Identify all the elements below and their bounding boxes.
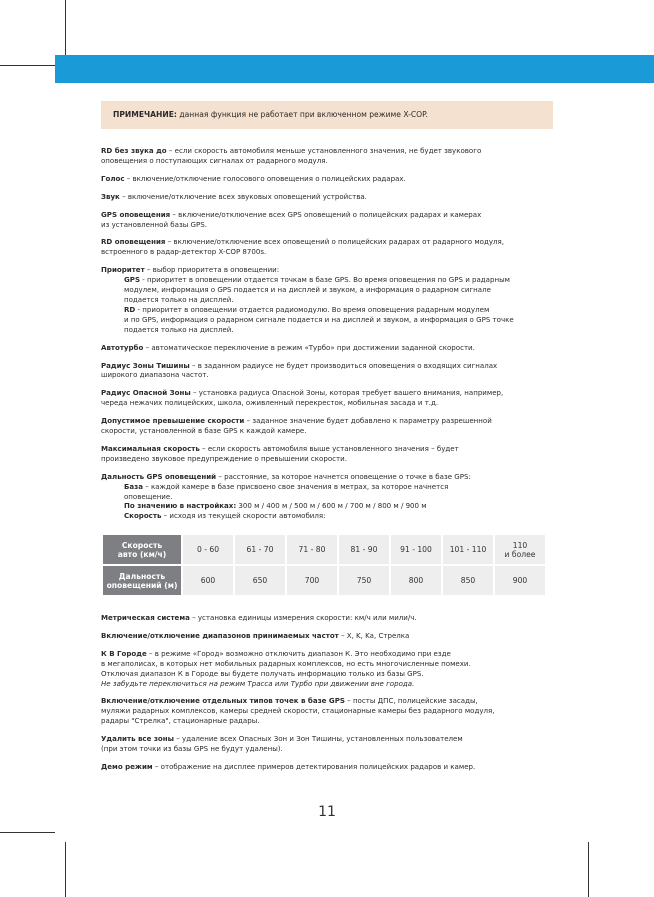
term: Удалить все зоны bbox=[101, 734, 175, 744]
text: - приоритет в оповещении отдается радиомодулю. Во время оповещения радарным модулем bbox=[135, 304, 490, 314]
note-box bbox=[101, 101, 553, 129]
term: Максимальная скорость bbox=[101, 443, 200, 453]
page-number: 11 bbox=[318, 804, 336, 820]
term: RD оповещения bbox=[101, 237, 166, 247]
crop-mark bbox=[0, 65, 55, 66]
text: встроенного в радар-детектор X-COP 8700s. bbox=[101, 247, 267, 257]
text: – посты ДПС, полицейские засады, bbox=[344, 696, 478, 706]
table-cell: 850 bbox=[443, 566, 493, 595]
setting-voice bbox=[101, 174, 579, 184]
text: в мегаполисах, в которых нет мобильных радарных комплексов, но есть многочисленные помехи. bbox=[101, 658, 471, 668]
table-cell: 110 и более bbox=[495, 535, 545, 564]
setting-gps-alerts bbox=[101, 210, 579, 230]
setting-danger-zone-radius bbox=[101, 388, 579, 408]
text: широкого диапазона частот. bbox=[101, 370, 209, 380]
term: Метрическая система bbox=[101, 613, 190, 622]
term: Включение/отключение отдельных типов точек в базе GPS bbox=[101, 696, 345, 706]
text: подается только на дисплей. bbox=[124, 324, 234, 334]
table-cell: 750 bbox=[339, 566, 389, 595]
settings-descriptions bbox=[101, 146, 579, 529]
table-cell: 101 - 110 bbox=[443, 535, 493, 564]
term: Приоритет bbox=[101, 265, 145, 275]
text: – автоматическое переключение в режим «Турбо» при достижении заданной скорости. bbox=[143, 342, 475, 352]
setting-priority bbox=[101, 265, 579, 334]
term: Скорость bbox=[124, 511, 162, 521]
setting-delete-zones bbox=[101, 734, 579, 754]
table-row bbox=[103, 535, 545, 564]
row-header-distance: Дальность оповещений (м) bbox=[103, 566, 181, 595]
text: – расстояние, за которое начнется оповещение о точке в базе GPS: bbox=[216, 471, 471, 481]
crop-mark bbox=[65, 0, 66, 55]
table-row bbox=[103, 566, 545, 595]
text: скорости, установленной в базе GPS к каждой камере. bbox=[101, 426, 307, 436]
setting-rd-alerts bbox=[101, 237, 579, 257]
table-cell: 71 - 80 bbox=[287, 535, 337, 564]
text: муляжи радарных комплексов, камеры средней скорости, стационарные камеры без радарного модуля, bbox=[101, 706, 495, 716]
text: - приоритет в оповещении отдается точкам в базе GPS. Во время оповещения по GPS и радарным bbox=[140, 275, 510, 285]
text: – выбор приоритета в оповещении: bbox=[144, 265, 280, 275]
table-cell: 81 - 90 bbox=[339, 535, 389, 564]
text: – если скорость автомобиля выше установленного значения – будет bbox=[199, 443, 459, 453]
note-label: ПРИМЕЧАНИЕ: bbox=[113, 110, 177, 119]
table-cell: 800 bbox=[391, 566, 441, 595]
text: – удаление всех Опасных Зон и Зон Тишины, установленных пользователем bbox=[174, 734, 463, 744]
setting-gps-range bbox=[101, 472, 579, 522]
text: – каждой камере в базе присвоено свое значения в метрах, за которое начнется bbox=[142, 481, 449, 491]
table-cell: 900 bbox=[495, 566, 545, 595]
text: – исходя из текущей скорости автомобиля: bbox=[161, 511, 326, 521]
crop-mark bbox=[0, 832, 55, 833]
term: Включение/отключение диапазонов принимаемых частот bbox=[101, 630, 339, 640]
setting-gps-point-types bbox=[101, 696, 579, 726]
term: Допустимое превышение скорости bbox=[101, 416, 245, 426]
text: произведено звуковое предупреждение о превышении скорости. bbox=[101, 453, 347, 463]
term: RD без звука до bbox=[101, 146, 167, 155]
text: оповещение. bbox=[124, 491, 173, 501]
table-cell: 91 - 100 bbox=[391, 535, 441, 564]
text: – включение/отключение голосового оповещения о полицейских радарах. bbox=[124, 173, 406, 183]
crop-mark bbox=[65, 842, 66, 897]
term: Дальность GPS оповещений bbox=[101, 471, 217, 481]
text: – заданное значение будет добавлено к параметру разрешенной bbox=[244, 416, 492, 426]
term: К В Городе bbox=[101, 648, 147, 658]
setting-sound bbox=[101, 192, 579, 202]
text: из установленной базы GPS. bbox=[101, 219, 207, 229]
setting-k-city bbox=[101, 649, 579, 689]
term: RD bbox=[124, 304, 136, 314]
text: – в режиме «Город» возможно отключить диапазон К. Это необходимо при езде bbox=[146, 648, 451, 658]
text: Отключая диапазон К в Городе вы будете получать информацию только из базы GPS. bbox=[101, 668, 424, 678]
table-cell: 0 - 60 bbox=[183, 535, 233, 564]
text: – установка радиуса Опасной Зоны, которая требует вашего внимания, например, bbox=[190, 388, 504, 398]
text: и по GPS, информация о радарном сигнале подается и на дисплей и звуком, а информация о GPS точке bbox=[124, 314, 514, 324]
text: – в заданном радиусе не будет производиться оповещения о входящих сигналах bbox=[189, 360, 498, 370]
text: – если скорость автомобиля меньше установленного значения, не будет звукового bbox=[166, 146, 482, 155]
text: – включение/отключение всех оповещений о полицейских радарах от радарного модуля, bbox=[165, 237, 505, 247]
text: Не забудьте переключиться на режим Трасса или Турбо при движении вне города. bbox=[101, 678, 415, 688]
term: Автотурбо bbox=[101, 342, 144, 352]
setting-bands bbox=[101, 631, 579, 641]
term: Радиус Зоны Тишины bbox=[101, 360, 190, 370]
text: – отображение на дисплее примеров детектирования полицейских радаров и камер. bbox=[152, 761, 476, 771]
setting-rd-mute bbox=[101, 146, 579, 166]
setting-metric bbox=[101, 613, 579, 623]
setting-quiet-zone-radius bbox=[101, 361, 579, 381]
table-cell: 600 bbox=[183, 566, 233, 595]
settings-descriptions-2 bbox=[101, 613, 579, 780]
setting-max-speed bbox=[101, 444, 579, 464]
text: подается только на дисплей. bbox=[124, 294, 234, 304]
speed-range-table bbox=[101, 533, 547, 597]
table-cell: 700 bbox=[287, 566, 337, 595]
setting-demo bbox=[101, 762, 579, 772]
text: – включение/отключение всех GPS оповещений о полицейских радарах и камерах bbox=[170, 209, 482, 219]
text: оповещения о поступающих сигналах от радарного модуля. bbox=[101, 155, 328, 165]
term: Голос bbox=[101, 173, 125, 183]
note-text: данная функция не работает при включенном режиме X-COP. bbox=[176, 110, 428, 119]
term: Звук bbox=[101, 191, 120, 201]
row-header-speed: Скорость авто (км/ч) bbox=[103, 535, 181, 564]
term: GPS оповещения bbox=[101, 209, 171, 219]
term: По значению в настройках: bbox=[124, 501, 237, 511]
term: Радиус Опасной Зоны bbox=[101, 388, 191, 398]
term: База bbox=[124, 481, 143, 491]
setting-autoturbo bbox=[101, 343, 579, 353]
term: Демо режим bbox=[101, 761, 153, 771]
text: – включение/отключение всех звуковых оповещений устройства. bbox=[119, 191, 367, 201]
text: радары "Стрелка", стационарные радары. bbox=[101, 716, 260, 726]
text: череда нежачих полицейских, школа, оживленный перекресток, мобильная засада и т.д. bbox=[101, 398, 439, 408]
text: 300 м / 400 м / 500 м / 600 м / 700 м / 800 м / 900 м bbox=[236, 501, 427, 511]
crop-mark bbox=[588, 842, 589, 897]
term: GPS bbox=[124, 275, 141, 285]
text: (при этом точки из базы GPS не будут удалены). bbox=[101, 744, 283, 754]
table-cell: 61 - 70 bbox=[235, 535, 285, 564]
table-cell: 650 bbox=[235, 566, 285, 595]
text: – X, K, Ka, Стрелка bbox=[338, 630, 410, 640]
setting-speed-tolerance bbox=[101, 416, 579, 436]
text: – установка единицы измерения скорости: км/ч или мили/ч. bbox=[189, 613, 417, 622]
text: модулем, информация о GPS подается и на дисплей и звуком, а информация о радарном сигнале bbox=[124, 285, 491, 295]
header-banner bbox=[55, 55, 654, 83]
